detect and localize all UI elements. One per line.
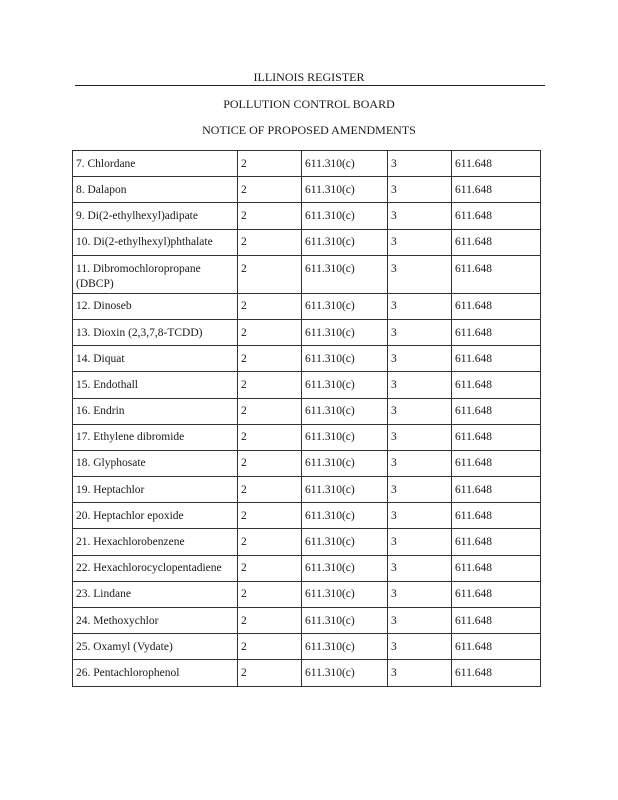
- reference-cell: 611.648: [452, 555, 541, 581]
- header-rule: [75, 85, 545, 86]
- column-4-cell: 3: [388, 229, 452, 255]
- contaminant-name-cell: 13. Dioxin (2,3,7,8-TCDD): [73, 319, 238, 345]
- contaminant-name-cell: 22. Hexachlorocyclopentadiene: [73, 555, 238, 581]
- table-row: [73, 634, 541, 660]
- contaminant-name-cell: 7. Chlordane: [73, 151, 238, 177]
- reference-cell: 611.648: [452, 255, 541, 293]
- column-2-cell: 2: [238, 503, 302, 529]
- contaminant-name-cell: 8. Dalapon: [73, 177, 238, 203]
- reference-cell: 611.648: [452, 346, 541, 372]
- contaminant-name-cell: 26. Pentachlorophenol: [73, 660, 238, 686]
- register-title: ILLINOIS REGISTER: [253, 70, 365, 84]
- column-2-cell: 2: [238, 450, 302, 476]
- section-cell: 611.310(c): [302, 660, 388, 686]
- contaminant-name-cell: 20. Heptachlor epoxide: [73, 503, 238, 529]
- contaminant-name-cell: 18. Glyphosate: [73, 450, 238, 476]
- column-2-cell: 2: [238, 229, 302, 255]
- column-4-cell: 3: [388, 529, 452, 555]
- section-cell: 611.310(c): [302, 346, 388, 372]
- contaminant-name-cell: 21. Hexachlorobenzene: [73, 529, 238, 555]
- column-4-cell: 3: [388, 608, 452, 634]
- section-cell: 611.310(c): [302, 151, 388, 177]
- section-cell: 611.310(c): [302, 255, 388, 293]
- column-4-cell: 3: [388, 177, 452, 203]
- table-row: [73, 529, 541, 555]
- column-2-cell: 2: [238, 346, 302, 372]
- column-2-cell: 2: [238, 555, 302, 581]
- column-2-cell: 2: [238, 255, 302, 293]
- section-cell: 611.310(c): [302, 229, 388, 255]
- section-cell: 611.310(c): [302, 608, 388, 634]
- column-4-cell: 3: [388, 581, 452, 607]
- table-row: [73, 477, 541, 503]
- contaminant-table: [72, 150, 541, 687]
- contaminant-name-cell: 9. Di(2-ethylhexyl)adipate: [73, 203, 238, 229]
- column-4-cell: 3: [388, 477, 452, 503]
- column-4-cell: 3: [388, 634, 452, 660]
- reference-cell: 611.648: [452, 477, 541, 503]
- column-2-cell: 2: [238, 634, 302, 660]
- reference-cell: 611.648: [452, 229, 541, 255]
- board-name: POLLUTION CONTROL BOARD: [223, 97, 395, 111]
- table-row: [73, 503, 541, 529]
- section-cell: 611.310(c): [302, 203, 388, 229]
- column-2-cell: 2: [238, 660, 302, 686]
- reference-cell: 611.648: [452, 203, 541, 229]
- section-cell: 611.310(c): [302, 581, 388, 607]
- notice-title: NOTICE OF PROPOSED AMENDMENTS: [202, 123, 416, 137]
- reference-cell: 611.648: [452, 581, 541, 607]
- contaminant-name-cell: 19. Heptachlor: [73, 477, 238, 503]
- section-cell: 611.310(c): [302, 555, 388, 581]
- contaminant-name-cell: 24. Methoxychlor: [73, 608, 238, 634]
- table-body: [73, 151, 541, 687]
- column-2-cell: 2: [238, 319, 302, 345]
- column-2-cell: 2: [238, 529, 302, 555]
- table-row: [73, 319, 541, 345]
- section-cell: 611.310(c): [302, 293, 388, 319]
- table-row: [73, 177, 541, 203]
- table-row: [73, 608, 541, 634]
- column-2-cell: 2: [238, 372, 302, 398]
- reference-cell: 611.648: [452, 424, 541, 450]
- table-row: [73, 151, 541, 177]
- reference-cell: 611.648: [452, 529, 541, 555]
- column-4-cell: 3: [388, 151, 452, 177]
- column-2-cell: 2: [238, 203, 302, 229]
- contaminant-name-cell: 15. Endothall: [73, 372, 238, 398]
- table-row: [73, 203, 541, 229]
- table-row: [73, 555, 541, 581]
- reference-cell: 611.648: [452, 293, 541, 319]
- section-cell: 611.310(c): [302, 503, 388, 529]
- reference-cell: 611.648: [452, 398, 541, 424]
- section-cell: 611.310(c): [302, 634, 388, 660]
- contaminant-name-cell: 17. Ethylene dibromide: [73, 424, 238, 450]
- column-4-cell: 3: [388, 293, 452, 319]
- table-row: [73, 372, 541, 398]
- reference-cell: 611.648: [452, 660, 541, 686]
- section-cell: 611.310(c): [302, 477, 388, 503]
- contaminant-name-cell: 14. Diquat: [73, 346, 238, 372]
- column-4-cell: 3: [388, 555, 452, 581]
- table-row: [73, 229, 541, 255]
- section-cell: 611.310(c): [302, 424, 388, 450]
- reference-cell: 611.648: [452, 608, 541, 634]
- column-4-cell: 3: [388, 424, 452, 450]
- column-2-cell: 2: [238, 293, 302, 319]
- column-4-cell: 3: [388, 319, 452, 345]
- reference-cell: 611.648: [452, 634, 541, 660]
- table-row: [73, 660, 541, 686]
- contaminant-name-cell: 16. Endrin: [73, 398, 238, 424]
- column-4-cell: 3: [388, 255, 452, 293]
- table-row: [73, 450, 541, 476]
- section-cell: 611.310(c): [302, 529, 388, 555]
- table-row: [73, 424, 541, 450]
- table-row: [73, 346, 541, 372]
- reference-cell: 611.648: [452, 503, 541, 529]
- contaminant-name-cell: 10. Di(2-ethylhexyl)phthalate: [73, 229, 238, 255]
- column-4-cell: 3: [388, 503, 452, 529]
- section-cell: 611.310(c): [302, 450, 388, 476]
- column-4-cell: 3: [388, 660, 452, 686]
- reference-cell: 611.648: [452, 319, 541, 345]
- reference-cell: 611.648: [452, 450, 541, 476]
- column-4-cell: 3: [388, 450, 452, 476]
- column-2-cell: 2: [238, 398, 302, 424]
- column-4-cell: 3: [388, 398, 452, 424]
- reference-cell: 611.648: [452, 372, 541, 398]
- contaminant-name-cell: 12. Dinoseb: [73, 293, 238, 319]
- column-2-cell: 2: [238, 477, 302, 503]
- table-row: [73, 293, 541, 319]
- column-2-cell: 2: [238, 581, 302, 607]
- column-4-cell: 3: [388, 346, 452, 372]
- contaminant-name-cell: 23. Lindane: [73, 581, 238, 607]
- column-4-cell: 3: [388, 372, 452, 398]
- reference-cell: 611.648: [452, 151, 541, 177]
- section-cell: 611.310(c): [302, 372, 388, 398]
- section-cell: 611.310(c): [302, 177, 388, 203]
- contaminant-name-cell: 25. Oxamyl (Vydate): [73, 634, 238, 660]
- column-2-cell: 2: [238, 424, 302, 450]
- section-cell: 611.310(c): [302, 319, 388, 345]
- table-row: [73, 255, 541, 293]
- reference-cell: 611.648: [452, 177, 541, 203]
- table-row: [73, 398, 541, 424]
- table-row: [73, 581, 541, 607]
- column-2-cell: 2: [238, 608, 302, 634]
- column-4-cell: 3: [388, 203, 452, 229]
- column-2-cell: 2: [238, 177, 302, 203]
- section-cell: 611.310(c): [302, 398, 388, 424]
- column-2-cell: 2: [238, 151, 302, 177]
- contaminant-name-cell: 11. Dibromochloropropane (DBCP): [73, 255, 238, 293]
